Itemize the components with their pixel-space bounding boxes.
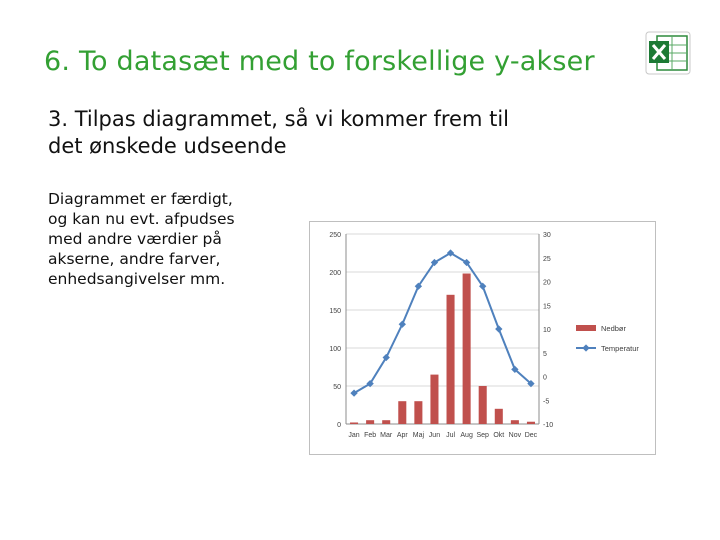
bar <box>382 420 390 424</box>
subheading-line-1: 3. Tilpas diagrammet, så vi kommer frem til <box>48 107 510 131</box>
combo-chart <box>310 222 655 454</box>
body-line-1: Diagrammet er færdigt, <box>48 190 233 208</box>
temperature-line <box>354 253 531 393</box>
bar <box>350 422 358 424</box>
x-tick-label: Aug <box>460 432 473 439</box>
x-tick-label: Jul <box>446 432 456 439</box>
y-right-tick-label: 5 <box>543 350 547 358</box>
line-point <box>495 325 502 332</box>
legend-label-bar: Nedbør <box>601 324 627 333</box>
bar <box>430 375 438 424</box>
y-left-tick-label: 50 <box>333 384 341 391</box>
y-left-tick-label: 100 <box>329 346 341 353</box>
excel-icon <box>645 31 691 75</box>
x-tick-label: Jan <box>348 432 360 439</box>
bar <box>511 420 519 424</box>
bar <box>414 401 422 424</box>
bar <box>447 295 455 424</box>
y-left-tick-label: 150 <box>329 308 341 315</box>
x-tick-label: Maj <box>412 432 425 439</box>
bar <box>366 420 374 424</box>
x-tick-label: Okt <box>493 432 505 439</box>
x-tick-label: Apr <box>396 432 408 439</box>
y-left-tick-label: 200 <box>329 270 341 277</box>
y-right-tick-label: -10 <box>543 422 554 429</box>
line-point <box>399 321 406 328</box>
bar <box>527 422 535 424</box>
x-tick-label: Sep <box>476 432 489 439</box>
body-line-5: enhedsangivelser mm. <box>48 270 226 288</box>
bar <box>398 401 406 424</box>
bar <box>495 409 503 424</box>
x-tick-label: Mar <box>380 432 393 439</box>
body-text <box>48 189 288 289</box>
legend-marker-line <box>582 344 589 351</box>
legend-label-line: Temperatur <box>601 344 639 353</box>
x-tick-label: Feb <box>364 432 377 439</box>
y-right-tick-label: 10 <box>543 327 551 334</box>
y-left-tick-label: 0 <box>337 422 341 429</box>
y-left-tick-label: 250 <box>329 232 341 239</box>
x-tick-label: Dec <box>524 432 538 439</box>
bar <box>479 386 487 424</box>
y-right-tick-label: 25 <box>543 255 551 263</box>
bar <box>463 274 471 424</box>
y-right-tick-label: 20 <box>543 279 551 287</box>
chart-container <box>309 221 656 455</box>
body-line-3: med andre værdier på <box>48 230 222 248</box>
y-right-tick-label: -5 <box>543 398 550 406</box>
x-tick-label: Nov <box>508 432 522 439</box>
y-right-tick-label: 15 <box>543 303 551 311</box>
x-tick-label: Jun <box>428 432 441 439</box>
slide-title: 6. To datasæt med to forskellige y-akser <box>44 46 595 77</box>
y-right-tick-label: 0 <box>543 374 547 382</box>
subheading-line-2: det ønskede udseende <box>48 134 287 158</box>
subheading <box>48 106 608 160</box>
y-right-tick-label: 30 <box>543 232 551 239</box>
body-line-2: og kan nu evt. afpudses <box>48 210 235 228</box>
body-line-4: akserne, andre farver, <box>48 250 221 268</box>
legend-swatch-bar <box>576 325 596 331</box>
